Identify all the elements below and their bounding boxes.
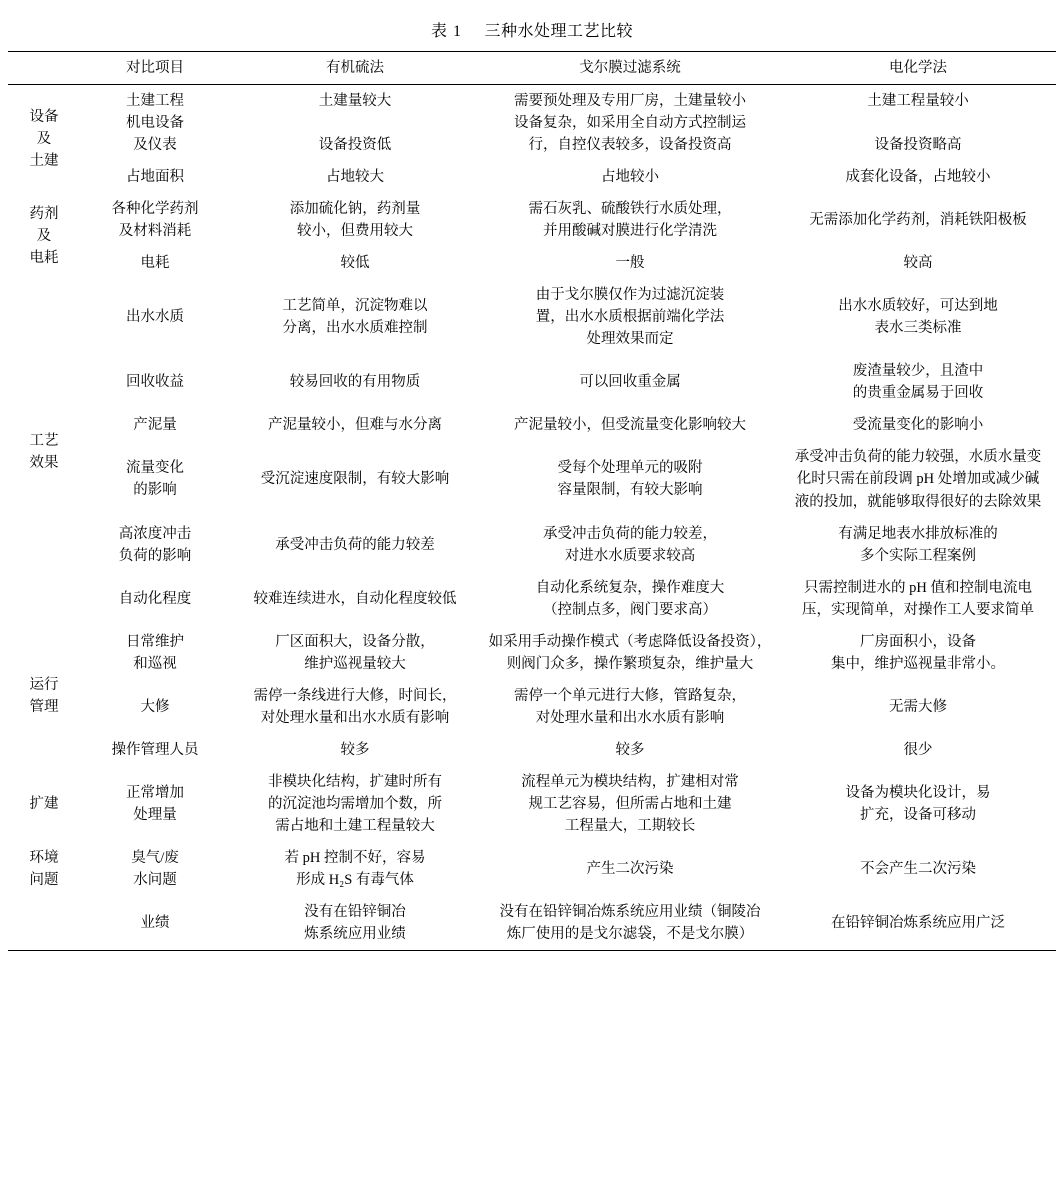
cell-electrochemical-line: 表水三类标准	[874, 320, 962, 337]
cell-gore-membrane-line: 并用酸碱对膜进行化学清洗	[543, 223, 717, 240]
cell-organic-sulfur-line: 需占地和土建工程量较大	[275, 817, 435, 834]
table-caption-number: 表 1	[430, 23, 462, 40]
cell-organic-sulfur-line	[234, 112, 476, 134]
cell-electrochemical-line: 废渣量较少，且渣中	[852, 363, 984, 380]
cell-organic-sulfur-line: 需停一条线进行大修，时间长，	[253, 687, 457, 704]
row-item-label-line: 高浓度冲击	[118, 525, 192, 542]
cell-organic-sulfur	[230, 279, 480, 355]
cell-gore-membrane-line: 由于戈尔膜仅作为过滤沉淀装	[535, 287, 725, 304]
cell-gore-membrane-line: 对处理水量和出水水质有影响	[535, 709, 725, 726]
cell-electrochemical	[780, 896, 1056, 951]
cell-gore-membrane	[480, 247, 780, 279]
cell-electrochemical	[780, 766, 1056, 842]
cell-electrochemical-line: 土建工程量较小	[867, 93, 969, 110]
row-item-label-line: 产泥量	[133, 417, 177, 434]
cell-organic-sulfur	[230, 842, 480, 896]
cell-electrochemical-line	[784, 112, 1052, 134]
row-item-label-line: 土建工程	[126, 93, 184, 110]
cell-gore-membrane-line: 需停一个单元进行大修，管路复杂，	[514, 687, 746, 704]
cell-electrochemical-line: 扩充，设备可移动	[860, 806, 976, 823]
row-item-label-line: 机电设备	[126, 115, 184, 132]
row-item-label	[80, 766, 230, 842]
cell-electrochemical	[780, 85, 1056, 162]
cell-electrochemical-line: 的贵重金属易于回收	[852, 385, 984, 402]
cell-gore-membrane	[480, 518, 780, 572]
cell-organic-sulfur-line: 工艺简单，沉淀物难以	[282, 298, 428, 315]
cell-organic-sulfur-line: 设备投资低	[318, 137, 392, 154]
table-row	[8, 441, 1056, 517]
cell-organic-sulfur	[230, 896, 480, 951]
cell-gore-membrane-line: 可以回收重金属	[579, 374, 681, 391]
cell-organic-sulfur-line: 占地较大	[326, 169, 384, 186]
cell-organic-sulfur-line: 厂区面积大，设备分散，	[275, 633, 435, 650]
row-item-label-line: 日常维护	[126, 633, 184, 650]
row-group-label	[8, 896, 80, 951]
cell-electrochemical-line: 多个实际工程案例	[860, 547, 976, 564]
row-group-label-line: 及	[36, 228, 52, 245]
cell-gore-membrane	[480, 85, 780, 162]
row-item-label	[80, 842, 230, 896]
row-item-label-line: 正常增加	[126, 784, 184, 801]
cell-gore-membrane-line: 需石灰乳、硫酸铁行水质处理，	[528, 201, 732, 218]
header-compare-item: 对比项目	[126, 60, 184, 76]
cell-gore-membrane-line: 设备复杂，如采用全自动方式控制运	[514, 115, 746, 132]
cell-organic-sulfur	[230, 85, 480, 162]
cell-electrochemical-line: 设备投资略高	[874, 137, 962, 154]
cell-electrochemical	[780, 247, 1056, 279]
row-group-label-line: 环境	[29, 849, 59, 866]
row-item-label-line: 大修	[140, 698, 170, 715]
cell-gore-membrane-line: 炼厂使用的是戈尔滤袋，不是戈尔膜）	[506, 926, 754, 942]
cell-organic-sulfur	[230, 572, 480, 626]
cell-organic-sulfur-line: 受沉淀速度限制，有较大影响	[260, 471, 450, 488]
cell-electrochemical-line: 化时只需在前段调 pH 处增加或减少碱	[796, 471, 1040, 488]
cell-gore-membrane-line: 工程量大，工期较长	[564, 817, 696, 834]
cell-gore-membrane	[480, 734, 780, 766]
row-group-label-line: 设备	[29, 109, 59, 126]
cell-organic-sulfur	[230, 518, 480, 572]
cell-organic-sulfur-line: 较难连续进水，自动化程度较低	[253, 590, 457, 607]
cell-electrochemical	[780, 355, 1056, 409]
row-group-label-line: 效果	[29, 455, 59, 472]
cell-organic-sulfur-line: 承受冲击负荷的能力较差	[275, 536, 435, 553]
cell-organic-sulfur	[230, 355, 480, 409]
row-group-label-line	[12, 912, 76, 934]
row-group-label-line: 电耗	[29, 250, 59, 267]
cell-electrochemical-line: 出水水质较好，可达到地	[838, 298, 998, 315]
row-item-label-line: 水问题	[133, 871, 177, 888]
table-row	[8, 766, 1056, 842]
cell-electrochemical-line: 有满足地表水排放标准的	[838, 525, 998, 542]
table-row	[8, 842, 1056, 896]
cell-electrochemical-line: 压，实现简单，对操作工人要求简单	[802, 601, 1034, 618]
cell-gore-membrane-line: （控制点多，阀门要求高）	[543, 601, 717, 618]
cell-electrochemical	[780, 441, 1056, 517]
row-item-label-line: 和巡视	[133, 655, 177, 672]
row-item-label	[80, 409, 230, 441]
cell-gore-membrane	[480, 193, 780, 247]
row-group-label-line: 及	[36, 131, 52, 148]
cell-gore-membrane	[480, 896, 780, 951]
cell-organic-sulfur-line: 若 pH 控制不好，容易	[284, 849, 426, 866]
cell-gore-membrane-line: 则阀门众多，操作繁琐复杂，维护量大	[506, 655, 754, 672]
cell-electrochemical-line: 只需控制进水的 pH 值和控制电流电	[804, 579, 1032, 596]
row-group-label	[8, 842, 80, 896]
cell-electrochemical	[780, 279, 1056, 355]
cell-electrochemical	[780, 409, 1056, 441]
table-row	[8, 355, 1056, 409]
cell-gore-membrane	[480, 766, 780, 842]
cell-gore-membrane	[480, 680, 780, 734]
row-item-label-line: 臭气/废	[131, 849, 179, 866]
cell-gore-membrane	[480, 161, 780, 193]
cell-gore-membrane	[480, 409, 780, 441]
row-item-label	[80, 680, 230, 734]
row-item-label-line: 处理量	[133, 806, 177, 823]
table-row	[8, 680, 1056, 734]
cell-electrochemical	[780, 572, 1056, 626]
cell-organic-sulfur	[230, 161, 480, 193]
row-item-label	[80, 247, 230, 279]
row-item-label	[80, 572, 230, 626]
cell-organic-sulfur-line: 分离，出水水质难控制	[282, 320, 428, 337]
cell-gore-membrane-line: 容量限制，有较大影响	[557, 482, 703, 499]
header-group-spacer	[8, 52, 80, 85]
cell-electrochemical-line: 液的投加，就能够取得很好的去除效果	[794, 493, 1042, 510]
header-organic-sulfur: 有机硫法	[326, 60, 384, 76]
cell-organic-sulfur-line: 较多	[340, 741, 370, 758]
row-group-label	[8, 85, 80, 194]
cell-electrochemical-line: 受流量变化的影响小	[852, 417, 984, 434]
cell-organic-sulfur	[230, 247, 480, 279]
row-item-label-line: 自动化程度	[118, 590, 192, 607]
row-item-label-line: 电耗	[140, 255, 170, 272]
row-group-label	[8, 279, 80, 625]
table-caption	[8, 18, 1056, 41]
cell-electrochemical	[780, 842, 1056, 896]
cell-electrochemical-line: 在铅锌铜冶炼系统应用广泛	[831, 914, 1005, 931]
cell-gore-membrane-line: 行，自控仪表较多，设备投资高	[528, 137, 732, 154]
cell-electrochemical-line: 无需大修	[889, 698, 947, 715]
row-item-label-line: 及材料消耗	[118, 223, 192, 240]
cell-gore-membrane-line: 受每个处理单元的吸附	[557, 460, 703, 477]
cell-organic-sulfur-line: 形成 H₂S 有毒气体	[296, 871, 414, 888]
row-item-label	[80, 518, 230, 572]
cell-electrochemical-line: 不会产生二次污染	[860, 860, 976, 877]
cell-organic-sulfur	[230, 441, 480, 517]
row-item-label-line: 占地面积	[126, 169, 184, 186]
table-row	[8, 409, 1056, 441]
row-item-label	[80, 441, 230, 517]
table-row	[8, 734, 1056, 766]
cell-electrochemical	[780, 680, 1056, 734]
cell-gore-membrane-line: 占地较小	[601, 169, 659, 186]
cell-gore-membrane-line: 处理效果而定	[586, 331, 674, 348]
cell-gore-membrane	[480, 441, 780, 517]
cell-gore-membrane	[480, 355, 780, 409]
cell-gore-membrane-line: 需要预处理及专用厂房，土建量较小	[514, 93, 746, 110]
cell-electrochemical-line: 很少	[903, 741, 933, 758]
row-group-label-line: 土建	[29, 153, 59, 170]
cell-electrochemical	[780, 193, 1056, 247]
cell-gore-membrane-line: 产生二次污染	[586, 860, 674, 877]
row-item-label-line: 的影响	[133, 482, 177, 499]
cell-electrochemical	[780, 161, 1056, 193]
cell-electrochemical-line: 承受冲击负荷的能力较强，水质水量变	[794, 449, 1042, 466]
row-group-label-line: 运行	[29, 676, 59, 693]
cell-gore-membrane	[480, 279, 780, 355]
cell-gore-membrane-line: 自动化系统复杂，操作难度大	[535, 579, 725, 596]
row-group-label-line: 扩建	[29, 795, 59, 812]
table-row	[8, 896, 1056, 951]
row-group-label	[8, 626, 80, 766]
table-row	[8, 572, 1056, 626]
cell-organic-sulfur	[230, 626, 480, 680]
table-row	[8, 193, 1056, 247]
row-item-label	[80, 734, 230, 766]
row-group-label-line: 管理	[29, 698, 59, 715]
cell-organic-sulfur-line: 的沉淀池均需增加个数，所	[268, 795, 442, 812]
row-group-label-line: 工艺	[29, 433, 59, 450]
cell-organic-sulfur-line: 炼系统应用业绩	[304, 926, 406, 942]
table-row	[8, 626, 1056, 680]
cell-gore-membrane-line: 一般	[615, 255, 645, 272]
table-row	[8, 85, 1056, 162]
row-item-label	[80, 161, 230, 193]
cell-organic-sulfur	[230, 409, 480, 441]
row-item-label-line: 业绩	[140, 914, 170, 931]
cell-organic-sulfur	[230, 680, 480, 734]
row-item-label	[80, 193, 230, 247]
row-group-label	[8, 766, 80, 842]
cell-organic-sulfur	[230, 766, 480, 842]
cell-gore-membrane-line: 对进水水质要求较高	[564, 547, 696, 564]
cell-electrochemical-line: 集中，维护巡视量非常小。	[831, 655, 1005, 672]
table-row	[8, 518, 1056, 572]
table-row	[8, 247, 1056, 279]
cell-organic-sulfur-line: 较易回收的有用物质	[289, 374, 421, 391]
table-row	[8, 279, 1056, 355]
row-group-label-line: 药剂	[29, 206, 59, 223]
cell-electrochemical-line: 无需添加化学药剂，消耗铁阳极板	[809, 212, 1027, 229]
row-item-label-line: 流量变化	[126, 460, 184, 477]
cell-organic-sulfur-line: 土建量较大	[318, 93, 392, 110]
cell-organic-sulfur	[230, 193, 480, 247]
table-header-row	[8, 52, 1056, 85]
cell-gore-membrane-line: 流程单元为模块结构，扩建相对常	[521, 773, 739, 790]
cell-electrochemical-line: 较高	[903, 255, 933, 272]
cell-electrochemical	[780, 734, 1056, 766]
row-item-label-line: 负荷的影响	[118, 547, 192, 564]
cell-organic-sulfur-line: 较低	[340, 255, 370, 272]
cell-organic-sulfur-line: 维护巡视量较大	[304, 655, 406, 672]
cell-gore-membrane	[480, 626, 780, 680]
cell-organic-sulfur-line: 添加硫化钠，药剂量	[289, 201, 421, 218]
cell-gore-membrane-line: 置，出水水质根据前端化学法	[535, 309, 725, 326]
cell-gore-membrane-line: 如采用手动操作模式（考虑降低设备投资），	[488, 633, 772, 650]
cell-organic-sulfur-line: 非模块化结构，扩建时所有	[268, 773, 442, 790]
row-item-label-line: 各种化学药剂	[111, 201, 199, 218]
row-item-label	[80, 85, 230, 162]
comparison-table	[8, 51, 1056, 951]
cell-electrochemical	[780, 626, 1056, 680]
table-body	[8, 85, 1056, 951]
cell-electrochemical-line: 成套化设备，占地较小	[845, 169, 991, 186]
row-item-label	[80, 279, 230, 355]
cell-organic-sulfur-line: 没有在铅锌铜冶	[304, 903, 406, 920]
cell-gore-membrane	[480, 842, 780, 896]
table-row	[8, 161, 1056, 193]
cell-organic-sulfur-line: 产泥量较小，但难与水分离	[268, 417, 442, 434]
cell-gore-membrane-line: 较多	[615, 741, 645, 758]
cell-gore-membrane-line: 产泥量较小，但受流量变化影响较大	[514, 417, 746, 434]
cell-organic-sulfur	[230, 734, 480, 766]
table-caption-title: 三种水处理工艺比较	[484, 23, 634, 40]
cell-electrochemical-line: 设备为模块化设计，易	[845, 784, 991, 801]
row-item-label-line: 操作管理人员	[111, 741, 199, 758]
row-item-label-line: 回收收益	[126, 374, 184, 391]
row-item-label-line: 及仪表	[133, 137, 177, 154]
cell-gore-membrane	[480, 572, 780, 626]
cell-electrochemical	[780, 518, 1056, 572]
row-item-label	[80, 896, 230, 951]
cell-organic-sulfur-line: 较小，但费用较大	[297, 223, 413, 240]
cell-electrochemical-line: 厂房面积小，设备	[860, 633, 976, 650]
row-group-label	[8, 193, 80, 279]
row-item-label	[80, 355, 230, 409]
header-electrochemical: 电化学法	[889, 60, 947, 76]
cell-gore-membrane-line: 没有在铅锌铜冶炼系统应用业绩（铜陵冶	[499, 903, 761, 920]
cell-gore-membrane-line: 规工艺容易，但所需占地和土建	[528, 795, 732, 812]
row-group-label-line: 问题	[29, 871, 59, 888]
header-gore-membrane: 戈尔膜过滤系统	[579, 60, 681, 76]
row-item-label-line: 出水水质	[126, 309, 184, 326]
row-item-label	[80, 626, 230, 680]
cell-gore-membrane-line: 承受冲击负荷的能力较差，	[543, 525, 717, 542]
cell-organic-sulfur-line: 对处理水量和出水水质有影响	[260, 709, 450, 726]
